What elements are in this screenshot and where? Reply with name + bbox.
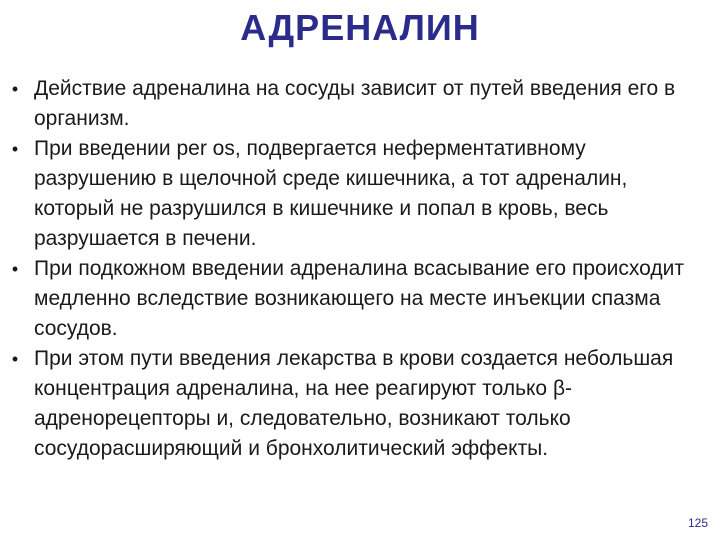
bullet-icon: • [11, 79, 19, 99]
bullet-item [8, 74, 712, 134]
page-number: 125 [687, 516, 708, 530]
bullet-icon: • [11, 139, 19, 159]
bullet-icon: • [11, 259, 19, 279]
bullet-text: При этом пути введения лекарства в крови создается небольшая концентрация адреналина, на нее реагируют только β-адренорецепторы и, следовательно, возникают только сосудорасширяющий и бронхолитический эффекты. [34, 347, 674, 460]
bullet-item [8, 134, 712, 254]
bullet-text: Действие адреналина на сосуды зависит от путей введения его в организм. [34, 77, 676, 130]
bullet-icon: • [11, 349, 19, 369]
bullet-list [8, 74, 712, 464]
bullet-item [8, 344, 712, 464]
bullet-text: При введении per os, подвергается неферментативному разрушению в щелочной среде кишечника, а тот адреналин, который не разрушился в кишечнике и попал в кровь, весь разрушается в печени. [34, 137, 628, 250]
bullet-item [8, 254, 712, 344]
slide-title: АДРЕНАЛИН [240, 7, 480, 48]
bullet-text: При подкожном введении адреналина всасывание его происходит медленно вследствие возникающего на месте инъекции спазма сосудов. [34, 257, 684, 340]
